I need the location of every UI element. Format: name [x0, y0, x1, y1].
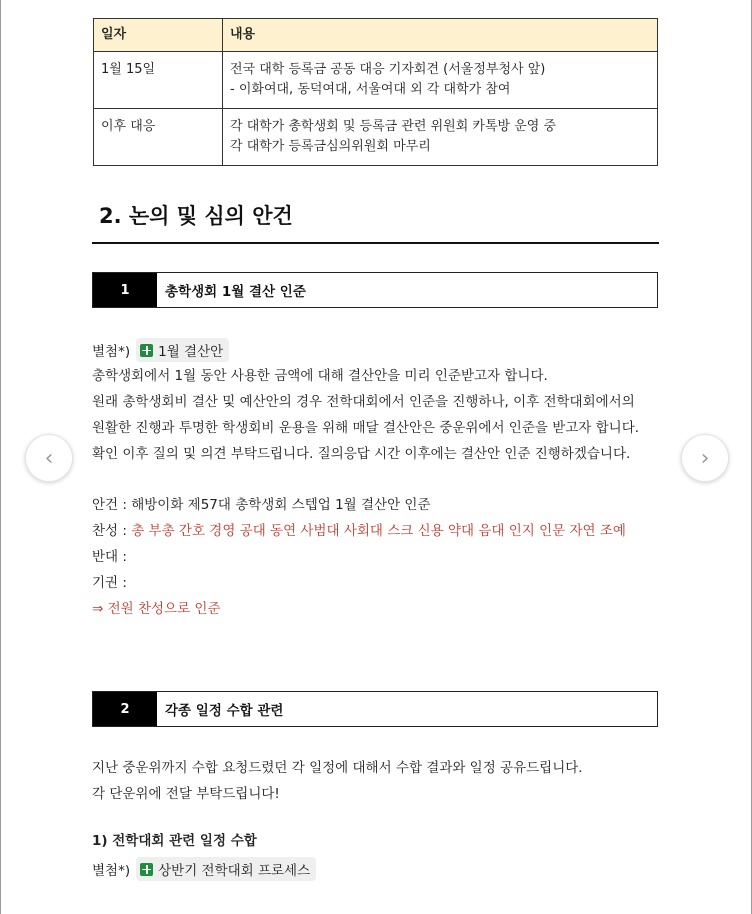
attachment-label: 별첨*)	[92, 344, 131, 360]
body-line: 총학생회에서 1월 동안 사용한 금액에 대해 결산안을 미리 인준받고자 합니다.	[92, 368, 548, 384]
viewer-frame-left	[0, 0, 1, 914]
header-date: 일자	[94, 19, 223, 52]
chevron-left-icon: ‹	[44, 445, 54, 471]
schedule-table	[93, 18, 658, 166]
agenda-number: 1	[93, 273, 157, 307]
attachment-chip[interactable]	[136, 857, 316, 881]
body-line: 확인 이후 질의 및 의견 부탁드립니다. 질의응답 시간 이후에는 결산안 인준 진행하겠습니다.	[92, 446, 631, 462]
favor-label: 찬성 :	[92, 523, 132, 539]
agenda-number: 2	[93, 692, 157, 726]
vote-result: ⇒ 전원 찬성으로 인준	[92, 601, 221, 617]
agenda-title: 각종 일정 수합 관련	[165, 703, 284, 719]
section-divider	[92, 242, 659, 244]
attachment-label: 별첨*)	[92, 863, 131, 879]
row-content-line: - 이화여대, 동덕여대, 서울여대 외 각 대학가 참여	[230, 82, 511, 97]
next-page-button[interactable]	[681, 434, 729, 482]
sub-heading: 1) 전학대회 관련 일정 수합	[92, 833, 257, 849]
section-heading: 2. 논의 및 심의 안건	[99, 204, 293, 228]
agenda-header-1	[92, 272, 658, 308]
favor-line	[92, 518, 626, 544]
body-line: 원활한 진행과 투명한 학생회비 운용을 위해 매달 결산안은 중운위에서 인준을 받고자 합니다.	[92, 420, 640, 436]
table-row	[94, 52, 658, 109]
attachment-chip[interactable]	[136, 338, 229, 362]
row-content	[223, 109, 658, 166]
row-date: 이후 대응	[94, 109, 223, 166]
agenda-title: 총학생회 1월 결산 인준	[165, 284, 306, 300]
chevron-right-icon: ›	[700, 445, 710, 471]
abstain-line: 기권 :	[92, 575, 127, 591]
attachment-line	[92, 338, 229, 362]
body-line: 원래 총학생회비 결산 및 예산안의 경우 전학대회에서 인준을 진행하나, 이후 전학대회에서의	[92, 394, 635, 410]
row-content-line: 전국 대학 등록금 공동 대응 기자회견 (서울정부청사 앞)	[230, 62, 546, 77]
body-line: 각 단운위에 전달 부탁드립니다!	[92, 786, 280, 802]
header-content: 내용	[223, 19, 658, 52]
spreadsheet-icon	[140, 863, 153, 876]
row-content-line: 각 대학가 총학생회 및 등록금 관련 위원회 카톡방 운영 중	[230, 119, 557, 134]
row-date: 1월 15일	[94, 52, 223, 109]
previous-page-button[interactable]	[25, 434, 73, 482]
against-line: 반대 :	[92, 549, 127, 565]
row-content	[223, 52, 658, 109]
agenda-body	[92, 363, 639, 467]
spreadsheet-icon	[140, 344, 153, 357]
body-line: 지난 중운위까지 수합 요청드렸던 각 일정에 대해서 수합 결과와 일정 공유드립니다.	[92, 760, 583, 776]
table-header-row	[94, 19, 658, 52]
agenda-header-2	[92, 691, 658, 727]
agenda-body	[92, 755, 583, 807]
attachment-line	[92, 857, 316, 881]
attachment-name: 상반기 전학대회 프로세스	[158, 863, 311, 879]
motion-text: 안건 : 해방이화 제57대 총학생회 스텝업 1월 결산안 인준	[92, 497, 431, 513]
row-content-line: 각 대학가 등록금심의위원회 마무리	[230, 139, 431, 154]
table-row	[94, 109, 658, 166]
vote-block	[92, 492, 626, 622]
favor-value: 총 부총 간호 경영 공대 동연 사범대 사회대 스크 신용 약대 음대 인지 인문 자연 조예	[131, 523, 626, 539]
attachment-name: 1월 결산안	[158, 344, 224, 360]
